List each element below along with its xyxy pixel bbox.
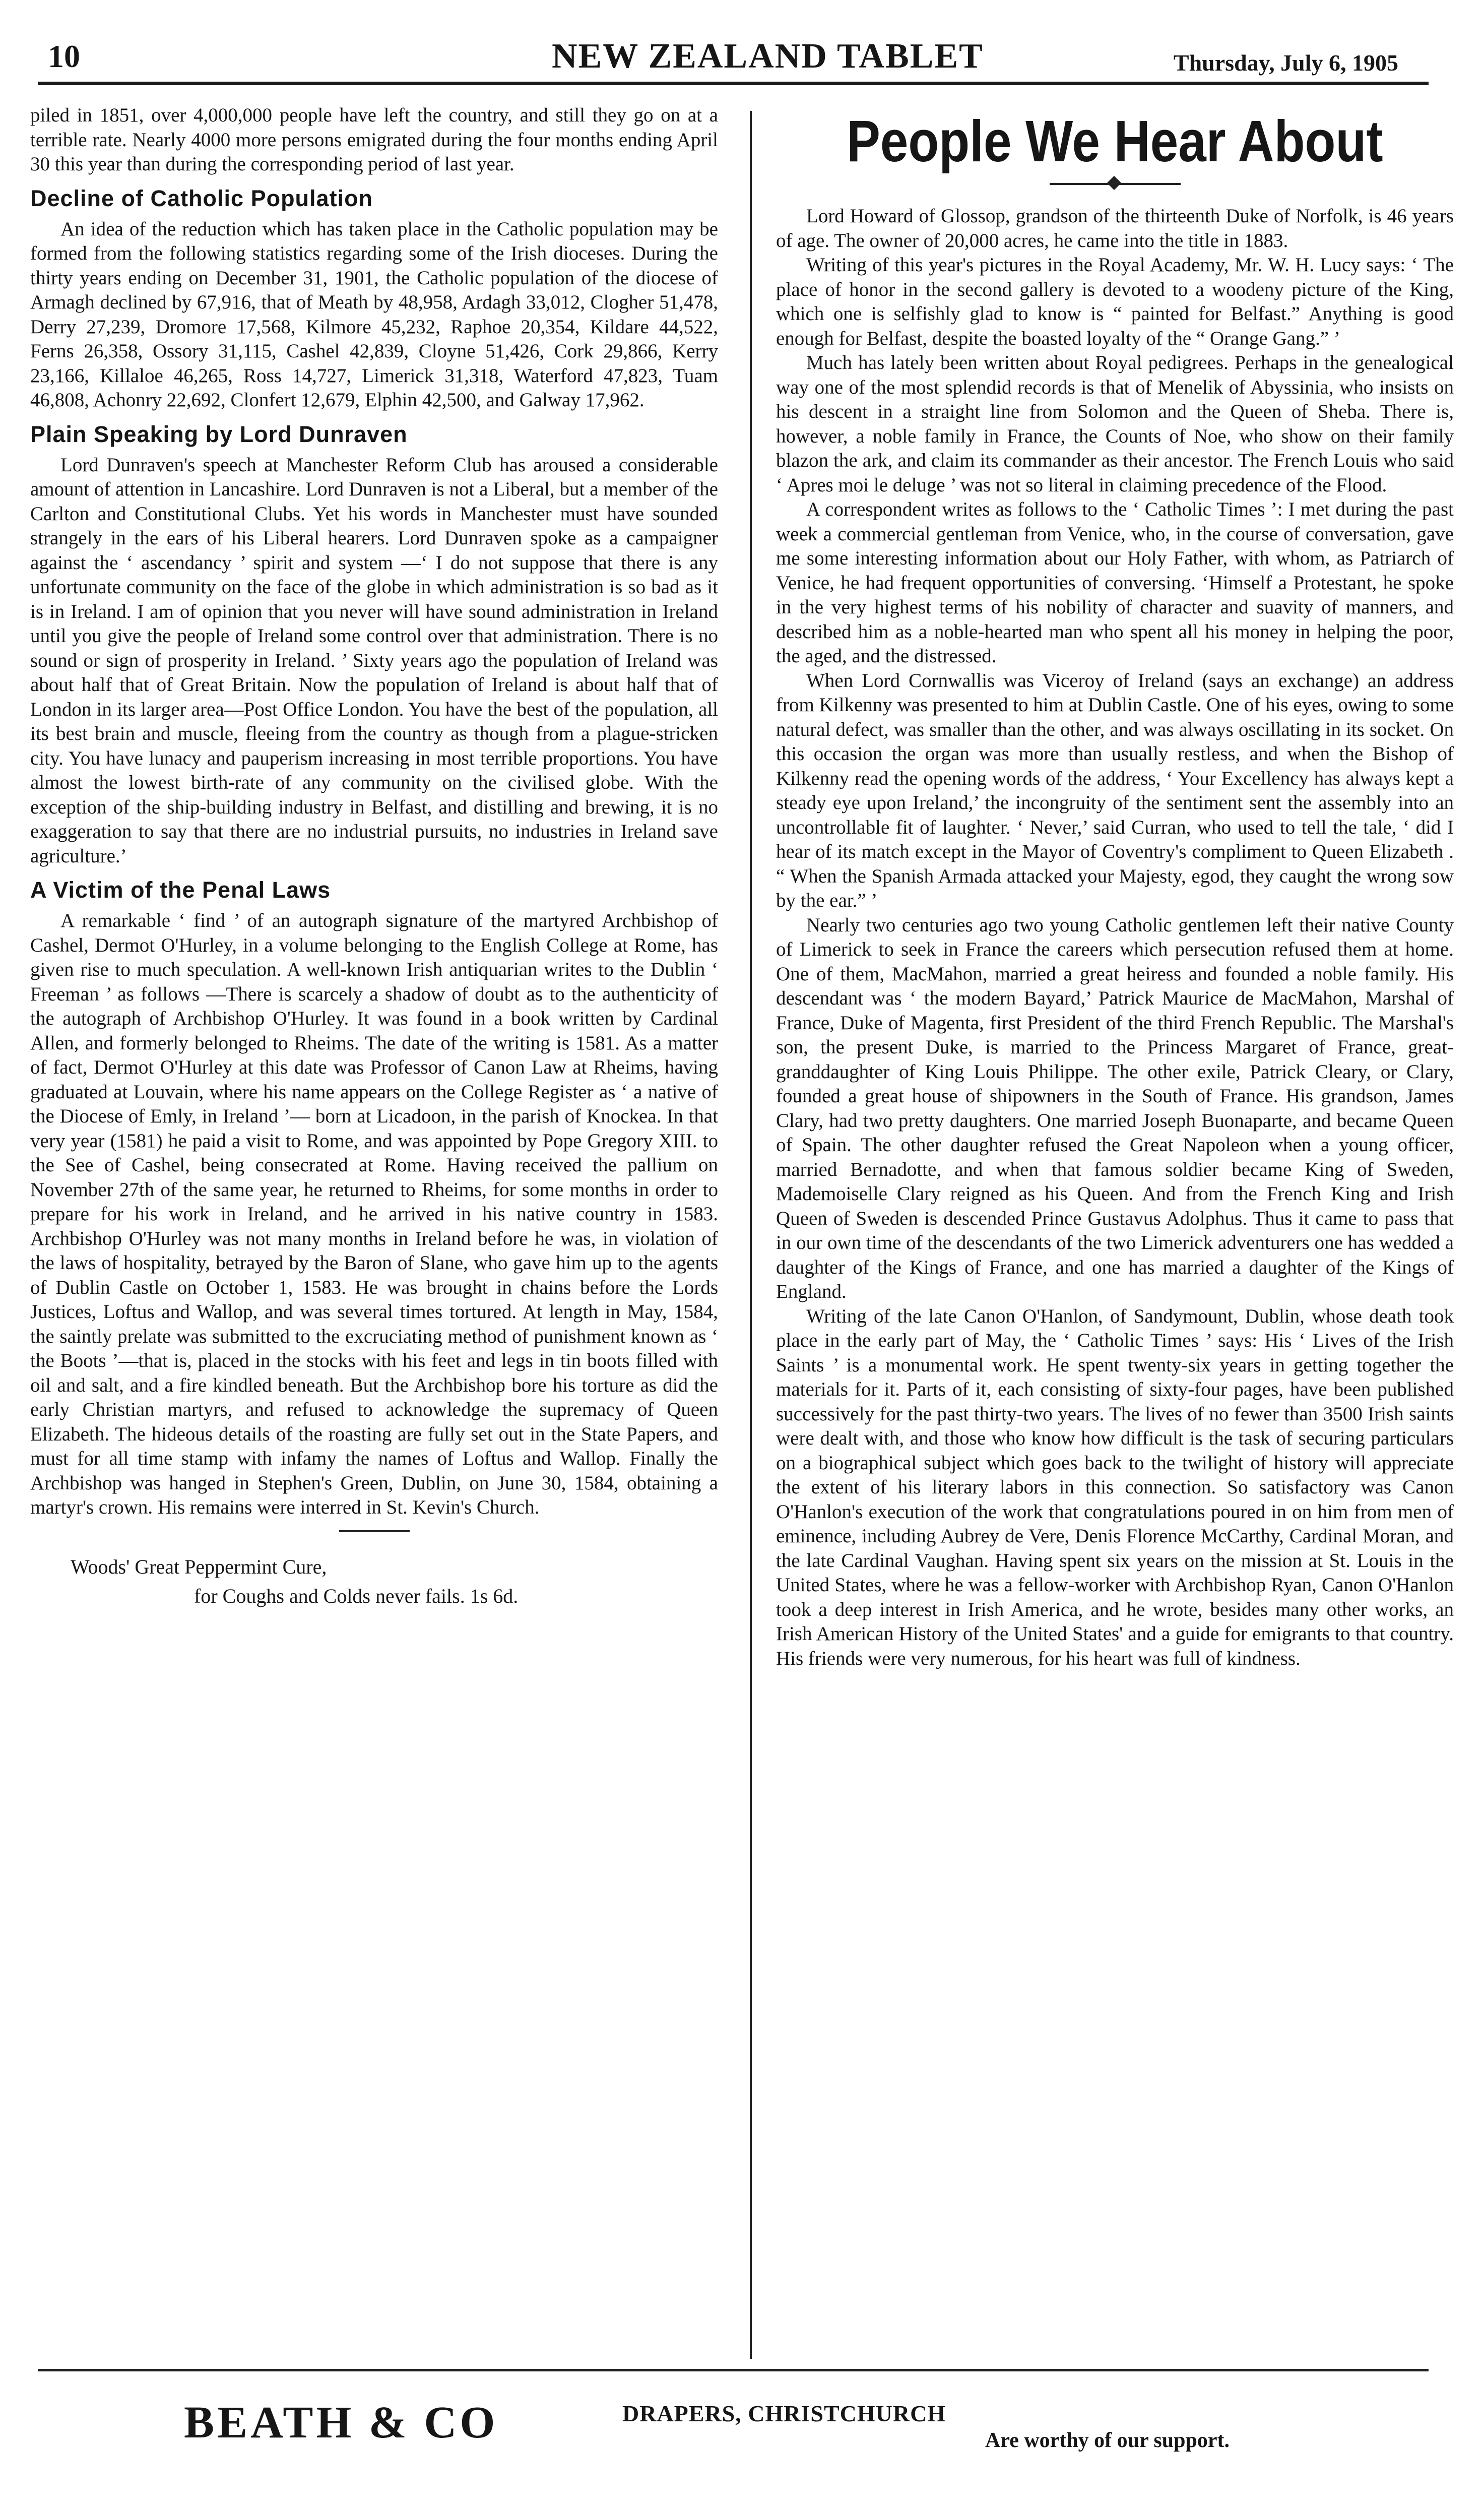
paragraph: A correspondent writes as follows to the ‘ Catholic Times ’: I met during the past week a commercial gentleman from Venice, who, in the course of conversation, gave me some interesting information about our Holy Father, with whom, as Patriarch of Venice, he had frequent opportunities of conversing. ‘Himself a Protestant, he spoke in the very highest terms of his nobility of character and suavity of manners, and described him as a noble-hearted man who spent all his money in helping the poor, the aged, and the distressed. bbox=[776, 498, 1454, 667]
paragraph: Lord Dunraven's speech at Manchester Reform Club has aroused a considerable amount of attention in Lancashire. Lord Dunraven is not a Liberal, but a member of the Carlton and Constitutional Clubs. Yet his words in Manchester must have sounded strangely in the ears of his Liberal hearers. Lord Dunraven spoke as a campaigner against the ‘ ascendancy ’ spirit and system —‘ I do not suppose that there is any unfortunate community on the face of the globe in which administration is so bad as it is in Ireland. I am of opinion that you never will have sound administration in Ireland until you give the people of Ireland some control over that administration. There is no sound or sign of prosperity in Ireland. ’ Sixty years ago the population of Ireland was about half that of Great Britain. Now the population of Ireland is about half that of London in its larger area—Post Office London. You have the best of the population, all its best brain and muscle, fleeing from the country as though from a plague-stricken city. You have lunacy and pauperism increasing in most terrible proportions. You have almost the lowest birth-rate of any community on the civilised globe. With the exception of the ship-building industry in Belfast, and distilling and brewing, it is no exaggeration to say that there are no industrial pursuits, no industries in Ireland save agriculture.’ bbox=[30, 454, 718, 867]
support-slogan: Are worthy of our support. bbox=[985, 2429, 1230, 2452]
advert-line: Woods' Great Peppermint Cure, bbox=[71, 1555, 327, 1578]
left-column bbox=[30, 103, 718, 2326]
subheading-dunraven: Plain Speaking by Lord Dunraven bbox=[30, 421, 408, 447]
page-number: 10 bbox=[48, 38, 80, 74]
paragraph: Writing of the late Canon O'Hanlon, of Sandymount, Dublin, whose death took place in the early part of May, the ‘ Catholic Times ’ says: His ‘ Lives of the Irish Saints ’ is a monumental work. He spent twenty-six years in getting together the materials for it. Parts of it, each consisting of sixty-four pages, have been published successively for the past thirty-two years. The lives of no fewer than 3500 Irish saints were dealt with, and those who know how difficult is the task of securing particulars on a biographical subject which goes back to the twilight of history will appreciate the extent of his literary labors in this connection. So satisfactory was Canon O'Hanlon's execution of the work that congratulations poured in on him from men of eminence, including Aubrey de Vere, Denis Florence McCarthy, Cardinal Moran, and the late Cardinal Vaughan. Having spent six years on the mission at St. Louis in the United States, where he was a fellow-worker with Archbishop Ryan, Canon O'Hanlon took a deep interest in Irish America, and he wrote, besides many other works, an Irish American History of the United States' and a guide for emigrants to that country. His friends were very numerous, for his heart was full of kindness. bbox=[776, 1305, 1454, 1669]
article-end-rule bbox=[339, 1530, 410, 1532]
paragraph: A remarkable ‘ find ’ of an autograph signature of the martyred Archbishop of Cashel, Dermot O'Hurley, in a volume belonging to the English College at Rome, has given rise to much speculation. A well-known Irish antiquarian writes to the Dublin ‘ Freeman ’ as follows —There is scarcely a shadow of doubt as to the authenticity of the autograph of Archbishop O'Hurley. It was found in a book written by Cardinal Allen, and formerly belonged to Rheims. The date of the writing is 1581. As a matter of fact, Dermot O'Hurley at this date was Professor of Canon Law at Rheims, having graduated at Louvain, where his name appears on the College Register as ‘ a native of the Diocese of Emly, in Ireland ’— born at Licadoon, in the parish of Knockea. In that very year (1581) he paid a visit to Rome, and was appointed by Pope Gregory XIII. to the See of Cashel, being consecrated at Rome. Having received the pallium on November 27th of the same year, he returned to Rheims, for some months in order to prepare for his work in Ireland, and he arrived in his native country in 1583. Archbishop O'Hurley was not many months in Ireland before he was, in violation of the laws of hospitality, betrayed by the Baron of Slane, who gave him up to the agents of Dublin Castle on October 1, 1583. He was brought in chains before the Lords Justices, Loftus and Wallop, and was several times tortured. At length in May, 1584, the saintly prelate was submitted to the excruciating method of punishment known as ‘ the Boots ’—that is, placed in the stocks with his feet and legs in tin boots filled with oil and salt, and a fire kindled beneath. But the Archbishop bore his torture as did the early Christian martyrs, and refused to acknowledge the supremacy of Queen Elizabeth. The hideous details of the roasting are fully set out in the State Papers, and must for all time stamp with infamy the names of Loftus and Wallop. Finally the Archbishop was hanged in Stephen's Green, Dublin, on June 30, 1584, obtaining a martyr's crown. His remains were interred in St. Kevin's Church. bbox=[30, 910, 718, 1518]
paragraph: Much has lately been written about Royal pedigrees. Perhaps in the genealogical way one of the most splendid records is that of Menelik of Abyssinia, who insists on his descent in a straight line from Solomon and the Queen of Sheba. There is, however, a noble family in France, the Counts of Noe, who show on their family blazon the ark, and claim its commander as their ancestor. The French Louis who said ‘ Apres moi le deluge ’ was not so literal in claiming precedence of the Flood. bbox=[776, 352, 1454, 496]
masthead-rule bbox=[38, 82, 1429, 85]
advertiser-description: DRAPERS, CHRISTCHURCH bbox=[622, 2401, 946, 2426]
masthead bbox=[38, 35, 1429, 93]
paragraph: Lord Howard of Glossop, grandson of the thirteenth Duke of Norfolk, is 46 years of age. The owner of 20,000 acres, he came into the title in 1883. bbox=[776, 205, 1454, 252]
subheading-penal-laws: A Victim of the Penal Laws bbox=[30, 877, 331, 903]
section-heading: People We Hear About bbox=[847, 108, 1383, 174]
footer-advert bbox=[38, 2369, 1429, 2470]
advert-line: for Coughs and Colds never fails. 1s 6d. bbox=[194, 1584, 519, 1607]
column-divider bbox=[750, 111, 752, 2359]
paragraph: When Lord Cornwallis was Viceroy of Ireland (says an exchange) an address from Kilkenny was presented to him at Dublin Castle. One of his eyes, owing to some natural defect, was smaller than the other, and was always oscillating in its socket. On this occasion the organ was more than usually restless, and when the Bishop of Kilkenny read the opening words of the address, ‘ Your Excellency has always kept a steady eye upon Ireland,’ the incongruity of the sentiment sent the assembly into an uncontrollable fit of laughter. ‘ Never,’ said Curran, who used to tell the tale, ‘ did I hear of its match except in the Mayor of Coventry's compliment to Queen Elizabeth . “ When the Spanish Armada attacked your Majesty, egod, they caught the wrong sow by the ear.” ’ bbox=[776, 669, 1454, 911]
newspaper-title: NEW ZEALAND TABLET bbox=[552, 37, 984, 76]
subheading-decline: Decline of Catholic Population bbox=[30, 185, 373, 211]
heading-ornament bbox=[1050, 183, 1181, 185]
right-column bbox=[776, 103, 1454, 2326]
footer-rule bbox=[38, 2369, 1429, 2371]
peppermint-advert bbox=[30, 1552, 718, 1611]
advertiser-brand: BEATH & CO bbox=[184, 2398, 498, 2448]
paragraph: An idea of the reduction which has taken place in the Catholic population may be formed from the following statistics regarding some of the Irish dioceses. During the thirty years ending on December 31, 1901, the Catholic population of the diocese of Armagh declined by 67,916, that of Meath by 48,958, Ardagh 33,012, Clogher 51,478, Derry 27,239, Dromore 17,568, Kilmore 45,232, Raphoe 20,354, Kildare 44,522, Ferns 26,358, Ossory 31,115, Cashel 42,839, Cloyne 51,426, Cork 29,866, Kerry 23,166, Killaloe 46,265, Ross 14,727, Limerick 31,318, Waterford 47,823, Tuam 46,808, Achonry 22,692, Clonfert 12,679, Elphin 42,500, and Galway 17,962. bbox=[30, 218, 718, 411]
paragraph: Writing of this year's pictures in the Royal Academy, Mr. W. H. Lucy says: ‘ The place of honor in the second gallery is devoted to a woodeny picture of the King, which one is selfishly glad to know is “ painted for Belfast.” Anything is good enough for Belfast, despite the boasted loyalty of the “ Orange Gang.” ’ bbox=[776, 254, 1454, 349]
article-continuation: piled in 1851, over 4,000,000 people have left the country, and still they go on at a terrible rate. Nearly 4000 more persons emigrated during the four months ending April 30 this year than during the corresponding period of last year. bbox=[30, 104, 718, 175]
paragraph: Nearly two centuries ago two young Catholic gentlemen left their native County of Limerick to seek in France the careers which persecution refused them at home. One of them, MacMahon, married a great heiress and founded a noble family. His descendant was ‘ the modern Bayard,’ Patrick Maurice de MacMahon, Marshal of France, Duke of Magenta, first President of the third French Republic. The Marshal's son, the present Duke, is married to the Princess Margaret of France, great-granddaughter of King Louis Philippe. The other exile, Patrick Cleary, or Clary, founded a great house of shipowners in the South of France. His grandson, James Clary, had two pretty daughters. One married Joseph Buonaparte, and became Queen of Spain. The other daughter refused the Great Napoleon when a young officer, married Bernadotte, and when that famous soldier became King of Sweden, Mademoiselle Clary reigned as his Queen. And from the French King and Irish Queen of Sweden is descended Prince Gustavus Adolphus. Thus it came to pass that in our own time of the descendants of the two Limerick adventurers one has wedded a daughter of the Kings of France, and one has married a daughter of the Kings of England. bbox=[776, 914, 1454, 1302]
issue-date: Thursday, July 6, 1905 bbox=[1173, 50, 1398, 76]
